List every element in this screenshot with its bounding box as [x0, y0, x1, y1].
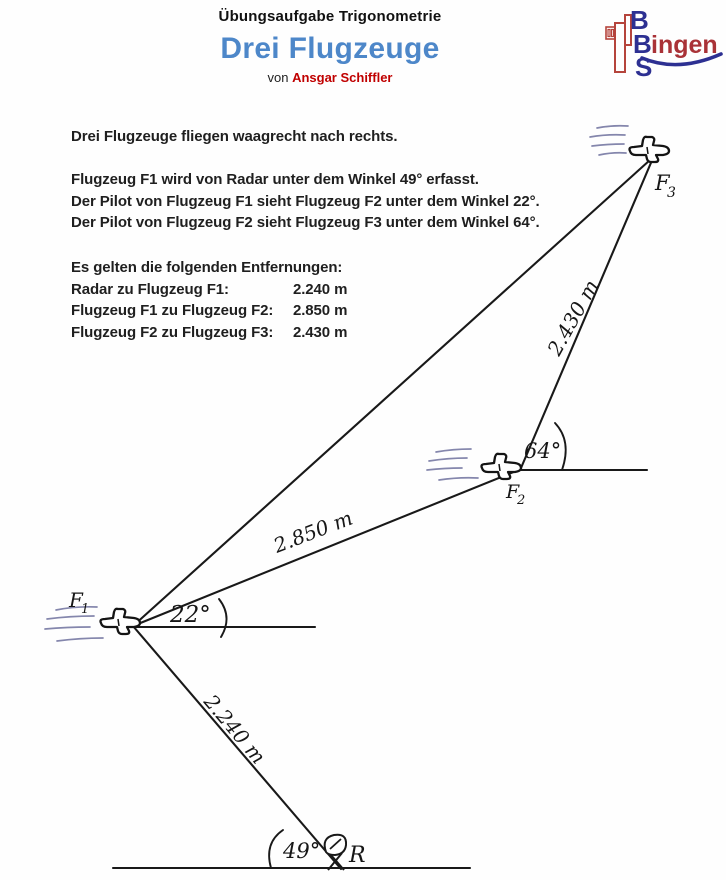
distance-label-f2-f3: 2.430 m	[542, 275, 604, 360]
distance-label-f1-f2: 2.850 m	[270, 505, 356, 558]
airplane-f1-icon	[101, 609, 141, 634]
airplane-f2-icon	[482, 454, 522, 479]
label-f3	[654, 171, 676, 201]
logo-letter-b2: B	[633, 29, 652, 59]
distance-label: Flugzeug F1 zu Flugzeug F2:	[71, 302, 274, 319]
line-f1-to-f3	[133, 160, 650, 626]
svg-text:F: F	[506, 481, 520, 503]
logo-letter-s: S	[635, 52, 653, 82]
svg-text:F: F	[655, 171, 670, 195]
statement-line: Flugzeug F1 wird von Radar unter dem Winkel 49° erfasst.	[71, 171, 479, 188]
svg-text:3: 3	[667, 185, 676, 201]
angle-label-64: 64°	[524, 439, 562, 463]
angle-arc-22	[219, 599, 227, 637]
distance-label: Flugzeug F2 zu Flugzeug F3:	[71, 323, 274, 341]
statement-line: Der Pilot von Flugzeug F2 sieht Flugzeug F3 unter dem Winkel 64°.	[71, 214, 540, 231]
distance-label-radar-f1: 2.240 m	[199, 689, 271, 769]
distance-value: 2.850 m	[293, 302, 348, 319]
distance-value: 2.240 m	[293, 280, 348, 298]
intro-line: Drei Flugzeuge fliegen waagrecht nach rechts.	[71, 128, 398, 145]
angle-label-49: 49°	[283, 839, 321, 863]
svg-text:1: 1	[81, 602, 90, 617]
speed-lines-f2	[427, 449, 478, 480]
distance-label: Radar zu Flugzeug F1:	[71, 280, 229, 298]
author-name: Ansgar Schiffler	[292, 70, 393, 85]
logo-word-suffix: ingen	[651, 31, 718, 59]
distances-heading: Es gelten die folgenden Entfernungen:	[71, 259, 343, 276]
worksheet-title: Drei Flugzeuge	[220, 32, 440, 65]
angle-label-22: 22°	[170, 602, 211, 628]
svg-text:F: F	[69, 588, 83, 612]
statement-line: Der Pilot von Flugzeug F1 sieht Flugzeug F2 unter dem Winkel 22°.	[71, 192, 540, 210]
label-f1	[68, 588, 89, 617]
speed-lines-f3	[590, 126, 628, 155]
byline-prefix: von	[267, 70, 289, 85]
radar-dish-icon	[325, 835, 346, 870]
worksheet-subtitle: Übungsaufgabe Trigonometrie	[218, 8, 442, 25]
angle-arc-49	[269, 830, 283, 868]
logo-letter-b1: B	[630, 5, 649, 35]
svg-text:2: 2	[517, 493, 526, 508]
label-f2	[505, 481, 525, 508]
airplane-f3-icon	[630, 137, 670, 162]
distance-value: 2.430 m	[293, 323, 348, 341]
label-radar: R	[349, 843, 366, 868]
